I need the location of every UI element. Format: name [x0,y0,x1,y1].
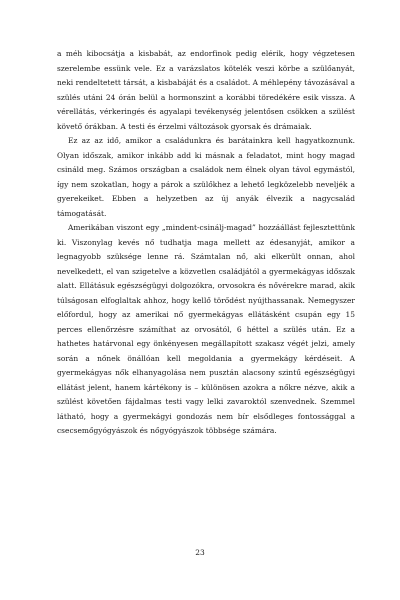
paragraph-2: Ez az az idő, amikor a családunkra és barátainkra kell hagyatkoznunk. Olyan időszak, amikor inkább add ki másnak a feladatot, mint hogy magad csináld meg. Számos országban a családok nem élnek olyan távol egymástól, így nem szokatlan, hogy a párok a szülőkhez a lehető legközelebb neveljék a gyerekeiket. Ebben a helyzetben az új anyák élvezik a nagycsalád támogatását. [57,136,355,218]
paragraph-3: Amerikában viszont egy „mindent-csinálj-magad” hozzáállást fejlesztettünk ki. Viszonylag kevés nő tudhatja maga mellett az édesanyját, amikor a legnagyobb szüksége lenne rá. Számtalan nő, aki elkerült onnan, ahol nevelkedett, el van szigetelve a közvetlen családjától a gyermekágyas időszak alatt. Ellátásuk egészségügyi dolgozókra, orvosokra és nővérekre marad, akik túlságosan elfoglaltak ahhoz, hogy kellő törődést nyújthassanak. Nemegyszer előfordul, hogy az amerikai nő gyermekágyas ellátásként csupán egy 15 perces ellenőrzésre számíthat az orvosától, 6 héttel a szülés után. Ez a hathetes határvonal egy önkényesen megállapított szakasz végét jelzi, amely során a nőnek önállóan kell megoldania a gyermekágy kérdéseit. A gyermekágyas nők elhanyagolása nem pusztán alacsony szintű egészségügyi ellátást jelent, hanem kártékony is – különösen azokra a nőkre nézve, akik a szülést követően fájdalmas testi vagy lelki zavaroktól szenvednek. Szemmel látható, hogy a gyermekágyi gondozás nem bír elsődleges fontossággal a csecsemőgyógyászok és nőgyógyászok többsége számára. [57,223,355,435]
paragraph-1: a méh kibocsátja a kisbabát, az endorfinok pedig elérik, hogy végzetesen szerelembe essünk vele. Ez a varázslatos kötelék veszi körbe a szülőanyát, neki rendeltetett társát, a kisbabáját és a családot. A méhlepény távozásával a szülés utáni 24 órán belül a hormonszint a korábbi töredékére esik vissza. A vérellátás, vérkeringés és agyalapi tevékenység jelentősen csökken a szülést követő órákban. A testi és érzelmi változások gyorsak és drámaiak. [57,49,355,131]
body-text [57,47,355,439]
page-number: 23 [195,548,205,557]
